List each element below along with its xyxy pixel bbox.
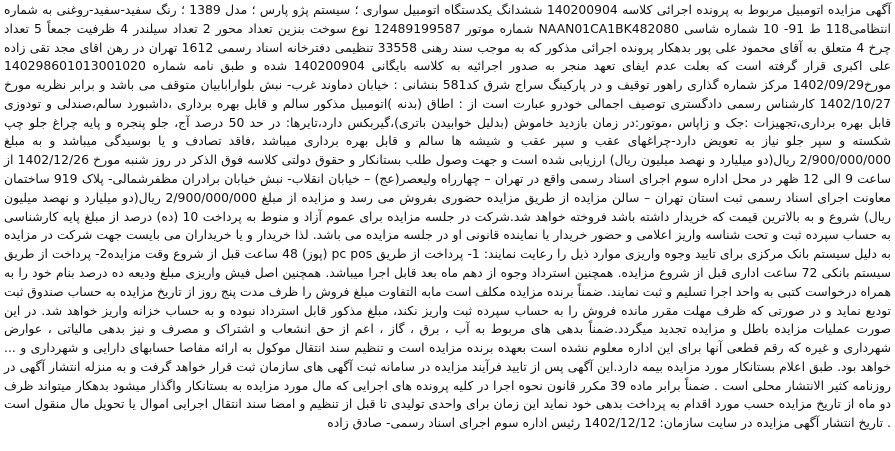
notice-body-text: آگهی مزایده اتومبیل مربوط به پرونده اجرائی کلاسه 140200904 ششدانگ یکدستگاه اتومبیل سواری ؛ سیستم پژو پارس ؛ مدل 1389 ؛ رنگ سفید-سفید-روغنی به شماره انتظامی118 ط 91- 10 شماره شاسی NAAN01CA1BK482080 شماره موتور 12489199587 نوع سوخت بنزین تعداد محور 2 تعداد سیلندر 4 ظرفیت جمعاً 5 تعداد چرخ 4 متعلق به آقای محمود علی پور بدهکار پرونده اجرائی مذکور که به موجب سند رهنی 33558 تنظیمی دفترخانه اسناد رسمی 1612 تهران در رهن اقای مجد تقی زاده علی اکبری قرار گرفته است که بعلت عدم ایفای تعهد منجر به صدور اجرائیه به کلاسه بایگانی 140200904 شده و طبق نامه شماره 140298601013001020 مورخ1402/09/29 مرکز شماره گذاری راهور توقیف و در پارکینگ سراج شرق کد581 بنشانی : خیابان دماوند غرب- نبش بلوار‌ابابیان متوقف می باشد و برابر نظریه مورخ 1402/10/27 کارشناس رسمی دادگستری توصیف اجمالی خودرو عبارت است از : اطاق (بدنه )اتومبیل مذکور سالم و قابل بهره برداری ،داشبورد سالم،صندلی و تودوزی قابل بهره برداری،تجهیزات :جک و زاپاس ،موتور:در زمان بازدید خاموش (بدلیل خوابیدن باتری)،گیربکس دارد،تایرها: در حد 50 درصد آج، جلو پنجره و پایه چراغ جلو چپ شکسته و سپر جلو نیاز به تعویض دارد-چراغهای عقب و سپر عقب و شیشه ها سالم و قابل بهره برداری میباشد ،فاقد تصادف و یا بوسیدگی میباشد و به مبلغ 2/900/000/000 ریال(دو میلیارد و نهصد میلیون ریال) ارزیابی شده است و جهت وصول طلب بستانکار و حقوق دولتی کلاسه فوق الذکر در روز شنبه مورخ 1402/12/26 از ساعت 9 الی 12 ظهر در محل اداره سوم اجرای اسناد رسمی واقع در تهران – چهارراه ولیعصر(عج) – خیابان انقلاب- نبش خیابان برادران مظفرشمالی- پلاک 919 ساختمان معاونت اجرای اسناد رسمی ثبت استان تهران – سالن مزایده از طریق مزایده حضوری بفروش می رسد و مزایده از مبلغ 2/900/000/000 ریال(دو میلیارد و نهصد میلیون ریال) شروع و به بالاترین قیمت که خریدار داشته باشد فروخته خواهد شد.شرکت در جلسه مزایده برای عموم آزاد و منوط به پرداخت 10 (ده) درصد از مبلغ پایه کارشناسی به حساب سپرده ثبت و تحت شناسه واریز اعلامی و حضور خریدار یا نماینده قانونی او در جلسه مزایده می باشد. لذا خریدار و یا خریداران می بایست جهت شرکت در مزایده به دلیل سیستم بانک مرکزی برای تایید وجوه واریزی موارد ذیل را رعایت نمایند: 1- پرداخت از طریق pc pos (پوز) 48 ساعت قبل از شروع وقت مزایده2- پرداخت از طریق سیستم بانکی 72 ساعت اداری قبل از شروع مزایده. همچنین استرداد وجوه از دهم ماه بعد قابل اجرا میباشد. همچنین اصل فیش واریزی مبلغ ودیعه ده درصد بنام خود را به همراه درخواست کتبی به واحد اجرا تسلیم و ثبت نمایند. ضمناً برنده مزایده مکلف است مابه التفاوت مبلغ فروش را ظرف مدت پنج روز از تاریخ مزایده به حساب صندوق ثبت تودیع نماید و در صورتی که ظرف مهلت مقرر مانده فروش را به حساب سپرده ثبت واریز نکند، مبلغ مذکور قابل استرداد نبوده و به حساب خزانه واریز خواهد شد. در این صورت عملیات مزایده باطل و مزایده تجدید میگردد.ضمناً بدهی های مربوط به آب ، برق ، گاز ، اعم از حق انشعاب و اشتراک و مصرف و نیز بدهی مالیاتی ، عوارض شهرداری و غیره که رقم قطعی آنها برای این اداره معلوم نشده است بعهده برنده مزایده است و تنظیم سند انتقال موکول به ارائه مفاصا حسابهای دارایی و شهرداری و ... خواهد بود. طبق اعلام بستانکار مورد مزایده بیمه دارد.این آگهی پس از تایید فرآیند مزایده در سامانه ثبت آگهی های سازمان ثبت قرار خواهد گرفت و به منزله انتشار آگهی در روزنامه کثیر الانتشار محلی است . ضمناً برابر ماده 39 مکرر قانون نحوه اجرا در کلیه پرونده های اجرایی که مال مورد مزایده به بستانکار واگذار میشود بدهکار میتواند ظرف دو ماه از تاریخ مزایده حسب مورد اقدام به پرداخت بدهی خود نماید این زمان برای واحدی تولیدی تا قبل از تنظیم و امضا سند انتقال اجرایی اموال یا تحویل مال منقول است . تاریخ انتشار آگهی مزایده در سایت سازمان: 1402/12/12 رئیس اداره سوم اجرای اسناد رسمی- صادق زاده (4, 2, 892, 431)
